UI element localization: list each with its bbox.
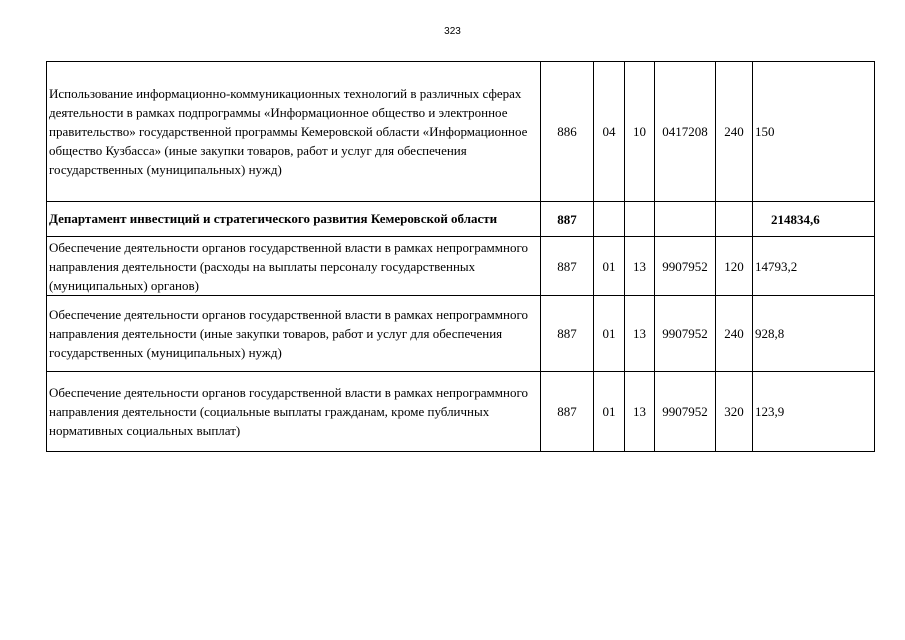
expense-type-code: 240 bbox=[716, 296, 753, 372]
subsection-code: 13 bbox=[625, 296, 655, 372]
target-item-code: 9907952 bbox=[655, 296, 716, 372]
target-item-code: 9907952 bbox=[655, 372, 716, 452]
subsection-code: 13 bbox=[625, 372, 655, 452]
ministry-code: 887 bbox=[541, 296, 594, 372]
target-item-code: 0417208 bbox=[655, 62, 716, 202]
section-code: 01 bbox=[594, 296, 625, 372]
ministry-code: 887 bbox=[541, 202, 594, 237]
section-code bbox=[594, 202, 625, 237]
table-row bbox=[47, 296, 875, 372]
row-description: Обеспечение деятельности органов государственной власти в рамках непрограммного направления деятельности (иные закупки товаров, работ и услуг для обеспечения государственных (муниципальных) нужд) bbox=[47, 296, 541, 372]
amount: 14793,2 bbox=[753, 237, 875, 296]
table-row-department bbox=[47, 202, 875, 237]
department-name: Департамент инвестиций и стратегического развития Кемеровской области bbox=[47, 202, 541, 237]
table-row bbox=[47, 372, 875, 452]
section-code: 01 bbox=[594, 372, 625, 452]
table-row bbox=[47, 237, 875, 296]
ministry-code: 887 bbox=[541, 372, 594, 452]
target-item-code bbox=[655, 202, 716, 237]
budget-table bbox=[46, 61, 875, 452]
page-number: 323 bbox=[444, 26, 461, 37]
row-description: Обеспечение деятельности органов государственной власти в рамках непрограммного направления деятельности (расходы на выплаты персоналу государственных (муниципальных) органов) bbox=[47, 237, 541, 296]
amount: 123,9 bbox=[753, 372, 875, 452]
amount: 214834,6 bbox=[753, 202, 875, 237]
subsection-code: 13 bbox=[625, 237, 655, 296]
amount: 928,8 bbox=[753, 296, 875, 372]
amount: 150 bbox=[753, 62, 875, 202]
ministry-code: 887 bbox=[541, 237, 594, 296]
expense-type-code: 240 bbox=[716, 62, 753, 202]
expense-type-code: 120 bbox=[716, 237, 753, 296]
ministry-code: 886 bbox=[541, 62, 594, 202]
row-description: Использование информационно-коммуникационных технологий в различных сферах деятельности в рамках подпрограммы «Информационное общество и электронное правительство» государственной программы Кемеровской области «Информационное общество Кузбасса» (иные закупки товаров, работ и услуг для обеспечения государственных (муниципальных) нужд) bbox=[47, 62, 541, 202]
section-code: 04 bbox=[594, 62, 625, 202]
subsection-code: 10 bbox=[625, 62, 655, 202]
section-code: 01 bbox=[594, 237, 625, 296]
subsection-code bbox=[625, 202, 655, 237]
expense-type-code: 320 bbox=[716, 372, 753, 452]
target-item-code: 9907952 bbox=[655, 237, 716, 296]
row-description: Обеспечение деятельности органов государственной власти в рамках непрограммного направления деятельности (социальные выплаты гражданам, кроме публичных нормативных социальных выплат) bbox=[47, 372, 541, 452]
expense-type-code bbox=[716, 202, 753, 237]
table-row bbox=[47, 62, 875, 202]
